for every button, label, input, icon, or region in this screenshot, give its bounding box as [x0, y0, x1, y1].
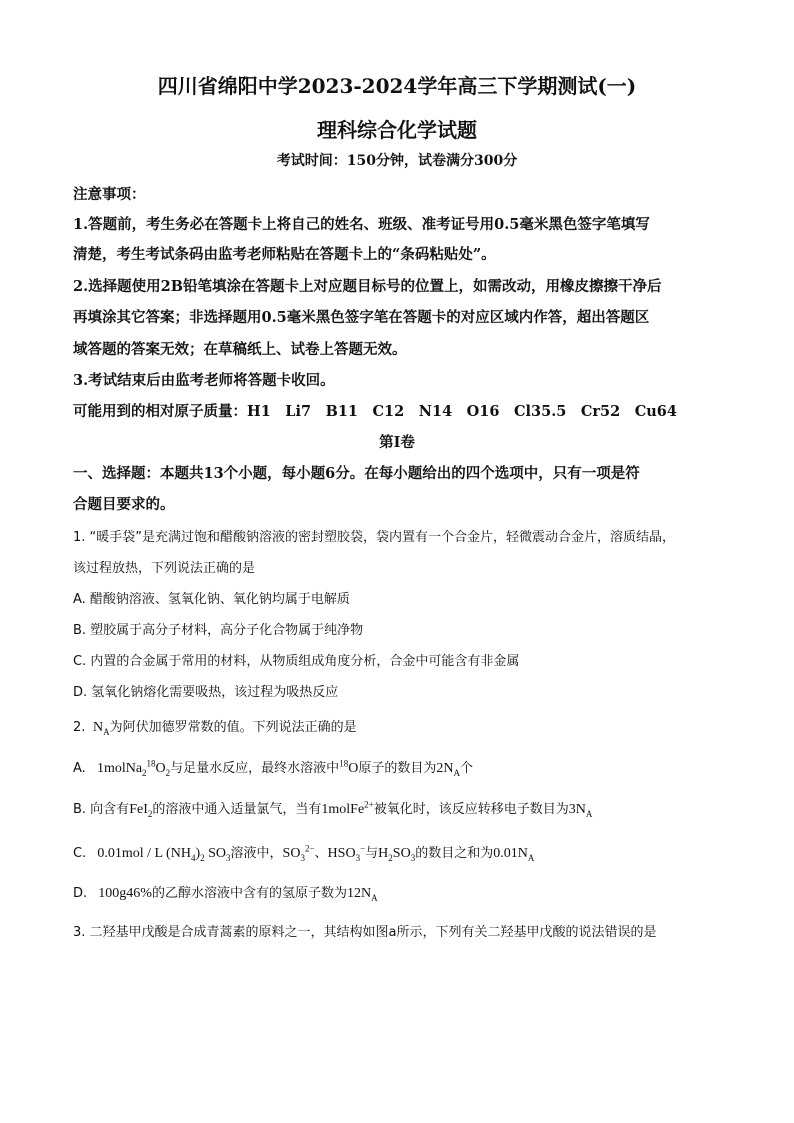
q2c-formula: 0.01mol / L $(NH_4)_2$ $SO_3$	[90, 846, 231, 863]
q2a-formula: $1molNa_2^{18}O_2$	[89, 758, 171, 778]
section-heading-a: 一、选择题：本题共13个小题，每小题6分。在每小题给出的四个选项中，只有一项是符	[73, 465, 640, 482]
q2-number: 2.	[73, 720, 86, 735]
q2-option-b: B. 向含有FeI$_2$的溶液中通入适量氯气，当有1molFe$^{2+}$被氧化时，该反应转移电子数目为$3N_A$	[73, 799, 593, 819]
q1-option-d: D. 氢氧化钠熔化需要吸热，该过程为吸热反应	[73, 685, 339, 700]
q2-na-symbol: $N_A$	[89, 720, 110, 737]
section-heading-b: 合题目要求的。	[73, 496, 175, 513]
volume-heading: 第Ⅰ卷	[379, 434, 415, 451]
exam-subtitle: 理科综合化学试题	[317, 118, 477, 142]
q2-option-a: A. $1molNa_2^{18}O_2$与足量水反应，最终水溶液中$^{18}$O原子的数目为$2N_A$个	[73, 758, 473, 778]
q2-stem	[73, 716, 734, 737]
q2-option-c: C. 0.01mol / L $(NH_4)_2$ $SO_3$溶液中，$SO_3^{2-}$、$HSO_3^-$与$H_2SO_3$的数目之和为$0.01N_A$	[73, 843, 535, 863]
notes-heading: 注意事项：	[73, 186, 146, 203]
note-1a: 1.答题前，考生务必在答题卡上将自己的姓名、班级、准考证号用0.5毫米黑色签字笔填写	[73, 216, 650, 233]
q1-stem-a: 1. “暖手袋”是充满过饱和醋酸钠溶液的密封塑胶袋，袋内置有一个合金片，轻微震动合金片，溶质结晶，	[73, 530, 676, 545]
note-1b: 清楚，考生考试条码由监考老师粘贴在答题卡上的“条码粘贴处”。	[73, 246, 496, 263]
exam-info: 考试时间：150分钟，试卷满分300分	[276, 153, 518, 169]
exam-title: 四川省绵阳中学2023-2024学年高三下学期测试(一)	[157, 74, 637, 98]
q1-option-b: B. 塑胶属于高分子材料，高分子化合物属于纯净物	[73, 623, 364, 638]
note-2b: 再填涂其它答案；非选择题用0.5毫米黑色签字笔在答题卡的对应区域内作答，超出答题区	[73, 309, 650, 326]
q1-stem-b: 该过程放热，下列说法正确的是	[73, 561, 256, 576]
note-2a: 2.选择题使用2B铅笔填涂在答题卡上对应题目标号的位置上，如需改动，用橡皮擦擦干净后	[73, 278, 662, 295]
q2d-formula: 100g46%	[91, 886, 152, 901]
q1-option-c: C. 内置的合金属于常用的材料，从物质组成角度分析，合金中可能含有非金属	[73, 654, 520, 669]
atomic-mass-line: 可能用到的相对原子质量：H1 Li7 B11 C12 N14 O16 Cl35.5 Cr52 Cu64	[73, 403, 677, 420]
q3-stem: 3. 二羟基甲戊酸是合成青蒿素的原料之一，其结构如图a所示，下列有关二羟基甲戊酸的说法错误的是	[73, 925, 657, 940]
note-2c: 域答题的答案无效；在草稿纸上、试卷上答题无效。	[73, 341, 407, 358]
q2-stem-text: 为阿伏加德罗常数的值。下列说法正确的是	[109, 720, 357, 735]
q1-option-a: A. 醋酸钠溶液、氢氧化钠、氧化钠均属于电解质	[73, 592, 350, 607]
note-3: 3.考试结束后由监考老师将答题卡收回。	[73, 372, 335, 389]
q2b-fei2: FeI$_2$	[129, 802, 153, 819]
q2-option-d: D. 100g46%的乙醇水溶液中含有的氢原子数为$12N_A$	[73, 886, 378, 903]
